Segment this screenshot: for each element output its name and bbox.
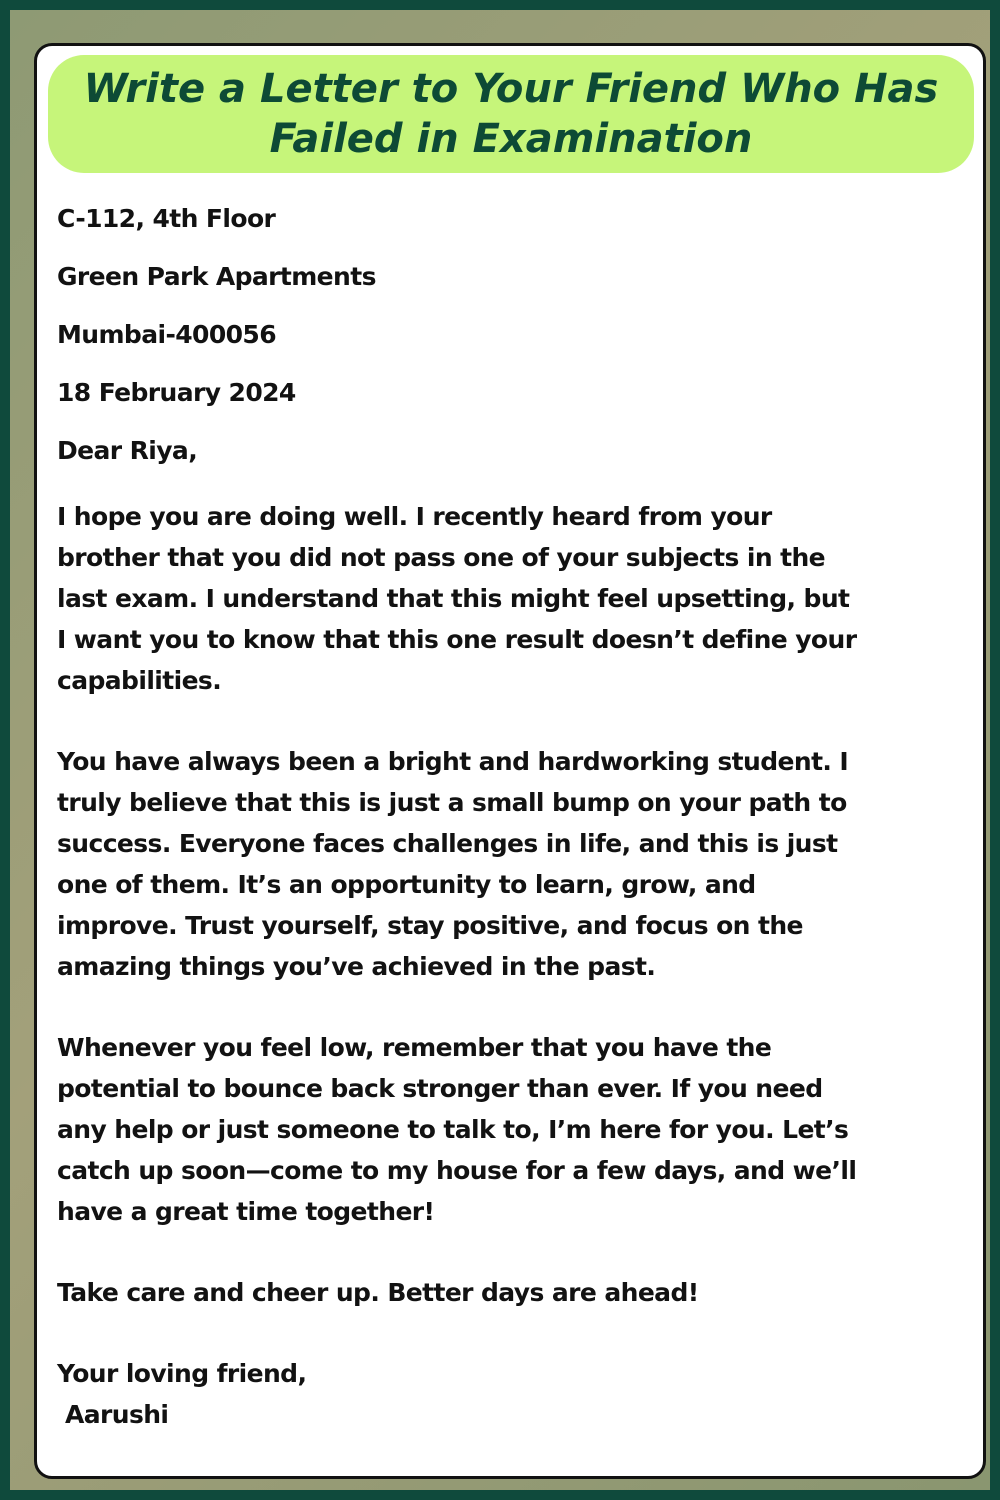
address-line-2: Green Park Apartments [57, 262, 376, 291]
decorative-frame [10, 10, 990, 1490]
title-banner [48, 55, 974, 173]
letter-card [34, 43, 986, 1479]
letter-date: 18 February 2024 [57, 378, 296, 407]
paragraph-1: I hope you are doing well. I recently heard from your brother that you did not pass one of your subjects in the last exam. I understand that this might feel upsetting, but I want you to know that this one result doesn’t define your capabilities. [57, 502, 857, 695]
page-title: Write a Letter to Your Friend Who Has Failed in Examination [83, 66, 939, 162]
address-line-3: Mumbai-400056 [57, 320, 277, 349]
address-line-1: C-112, 4th Floor [57, 204, 276, 233]
letter-body [57, 196, 982, 1435]
paragraph-2: You have always been a bright and hardworking student. I truly believe that this is just a small bump on your path to success. Everyone faces challenges in life, and this is just one of them. It’s an opportunity to learn, grow, and improve. Trust yourself, stay positive, and focus on the amazing things you’ve achieved in the past. [57, 747, 849, 981]
salutation: Dear Riya, [57, 436, 198, 465]
signature: Aarushi [65, 1400, 169, 1429]
closing: Your loving friend, [57, 1359, 307, 1388]
paragraph-4: Take care and cheer up. Better days are ahead! [57, 1278, 699, 1307]
paragraph-3: Whenever you feel low, remember that you have the potential to bounce back stronger than ever. If you need any help or just someone to talk to, I’m here for you. Let’s catch up soon—come to my house for a few days, and we’ll have a great time together! [57, 1033, 857, 1226]
